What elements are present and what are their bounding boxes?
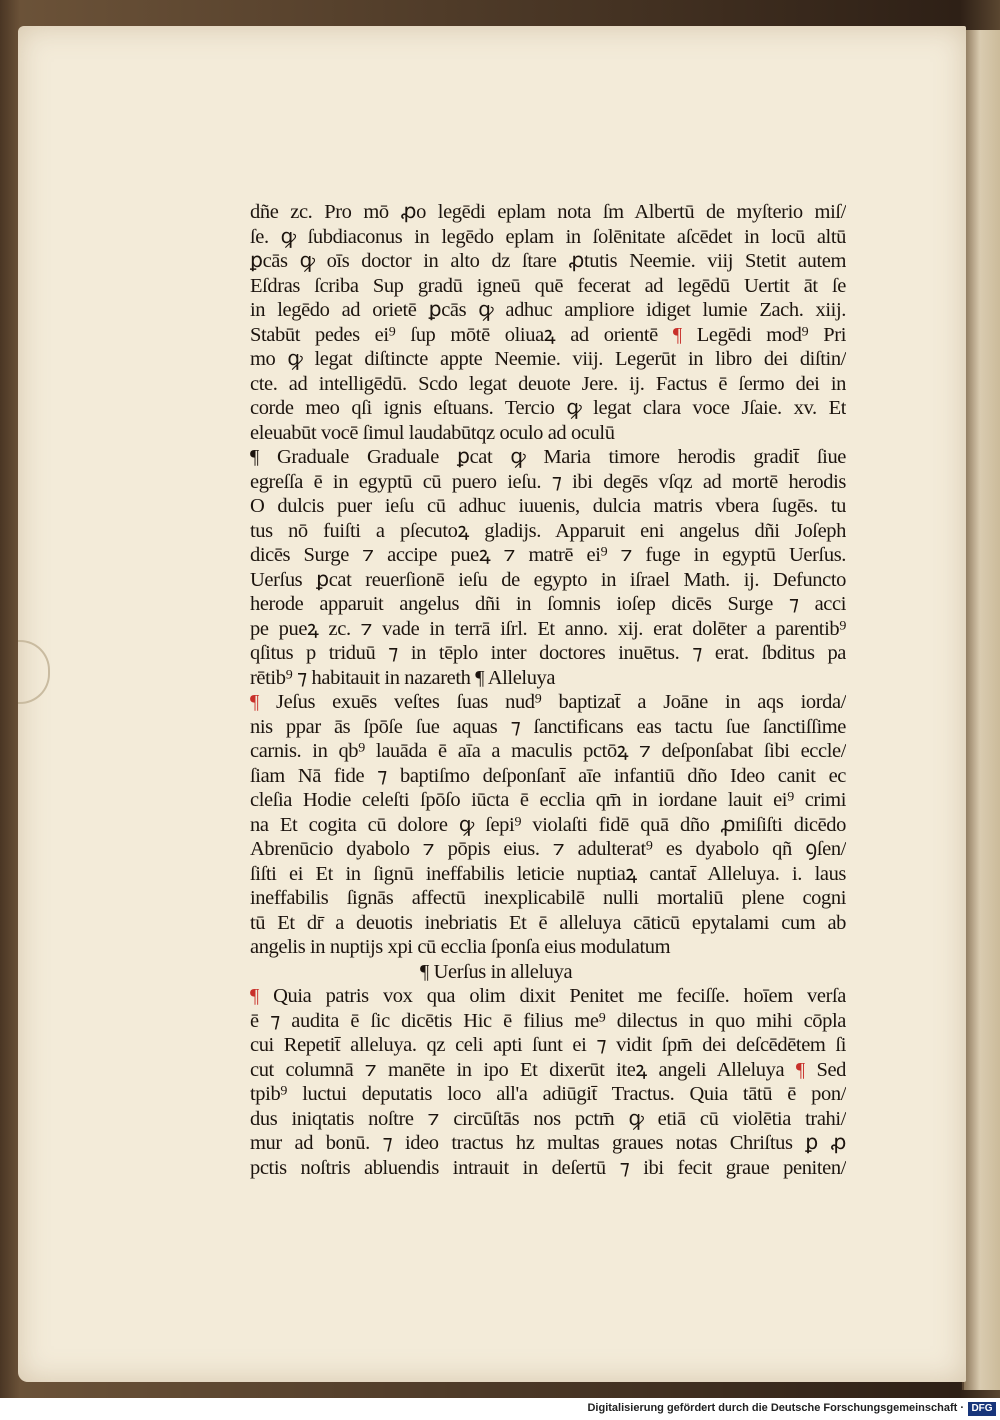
text-line <box>250 739 846 764</box>
text-segment: tū Et dr̄ a deuotis inebriatis Et ē alleluya cāticū epytalami cum ab <box>250 911 846 934</box>
text-segment: angelis in nuptijs xpi cū ecclia ſponſa eius modulatum <box>250 936 671 958</box>
rubric-paragraph-mark: ¶ <box>795 1058 805 1081</box>
text-line <box>250 592 846 617</box>
text-line <box>250 911 846 936</box>
dfg-logo: DFG <box>968 1402 996 1416</box>
footer-credit: Digitalisierung gefördert durch die Deutsche Forschungsgemeinschaft · <box>587 1402 964 1414</box>
text-line <box>250 1131 846 1156</box>
text-line <box>250 200 846 225</box>
text-segment: qſitus p triduū ⁊ in tēplo inter doctores inuētus. ⁊ erat. ſbditus pa <box>250 642 846 664</box>
text-line <box>250 225 846 250</box>
text-segment: pe pueꝝ zc. ⁊ vade in terrā iſrl. Et anno. xij. erat dolēter a parentib⁹ <box>250 617 846 640</box>
text-line <box>250 372 846 397</box>
text-line <box>250 690 846 715</box>
text-segment: mur ad bonū. ⁊ ideo tractus hz multas graues notas Chriſtus ꝑ ꝓ <box>250 1132 846 1154</box>
text-line <box>250 494 846 519</box>
rubric-paragraph-mark: ¶ <box>250 985 259 1007</box>
text-line <box>250 445 846 470</box>
text-segment: Legēdi mod⁹ Pri <box>681 323 846 346</box>
text-line <box>250 617 846 642</box>
text-line <box>250 347 846 372</box>
text-segment: Uerſus ꝑcat reuerſionē ieſu de egypto in iſrael Math. ij. Defuncto <box>250 568 846 591</box>
text-segment: cte. ad intelligēdū. Scdo legat deuote Jere. ij. Factus ē ſermo dei in <box>250 372 846 395</box>
text-segment: in legēdo ad orietē ꝑcās ꝙ adhuc ampliore idiget lumie Zach. xiij. <box>250 299 846 321</box>
text-line <box>250 470 846 495</box>
rubric-paragraph-mark: ¶ <box>250 691 259 713</box>
text-segment: cut columnā ⁊ manēte in ipo Et dixerūt iteꝝ angeli Alleluya <box>250 1058 796 1081</box>
text-segment: Jeſus exuēs veſtes ſuas nud⁹ baptizat̄ a Joāne in aqs iorda/ <box>258 691 846 713</box>
text-line <box>250 249 846 274</box>
text-line <box>250 837 846 862</box>
text-line <box>250 764 846 789</box>
text-segment: nis ppar ās ſpōſe ſue aquas ⁊ ſanctificans eas tactu ſue ſanctiſſime <box>250 715 846 738</box>
text-segment: ¶ Uerſus in alleluya <box>420 960 573 983</box>
text-segment: dñe zc. Pro mō ꝓo legēdi eplam nota ſm Albertū de myſterio miſ/ <box>250 201 846 223</box>
text-segment: ineffabilis ſignās affectū inexplicabilē nulli mortaliū plene cogni <box>250 887 846 909</box>
text-line <box>250 1009 846 1034</box>
text-segment: na Et cogita cū dolore ꝙ ſepi⁹ violaſti fidē quā dño ꝓmiſiſti dicēdo <box>250 813 846 836</box>
text-segment: cui Repetit̄ alleluya. qz celi apti ſunt ei ⁊ vidit ſpm̄ dei deſcēdētem ſi <box>250 1034 846 1056</box>
text-line <box>250 935 846 960</box>
text-segment: egreſſa ē in egyptū cū puero ieſu. ⁊ ibi degēs vſqz ad mortē herodis <box>250 470 846 493</box>
text-line <box>250 298 846 323</box>
text-line <box>250 862 846 887</box>
text-line <box>250 984 846 1009</box>
text-segment: ſe. ꝙ ſubdiaconus in legēdo eplam in ſolēnitate aſcēdet in locū altū <box>250 225 846 248</box>
footer-bar <box>0 1398 1000 1420</box>
text-line <box>250 715 846 740</box>
text-segment: ꝑcās ꝙ oīs doctor in alto dz ſtare ꝓtutis Neemie. viij Stetit autem <box>250 250 846 272</box>
text-segment: Sed <box>804 1058 846 1081</box>
text-line <box>250 519 846 544</box>
text-segment: carnis. in qb⁹ lauāda ē aīa a maculis pctōꝝ ⁊ deſponſabat ſibi eccle/ <box>250 740 846 762</box>
text-line <box>250 788 846 813</box>
text-segment: pctis noſtris abluendis intrauit in deſertū ⁊ ibi fecit graue peniten/ <box>250 1156 846 1179</box>
text-segment: herode apparuit angelus dñi in ſomnis ioſep dicēs Surge ⁊ acci <box>250 593 846 615</box>
text-line <box>250 323 846 348</box>
text-line <box>250 1082 846 1107</box>
text-line <box>250 886 846 911</box>
text-segment: mo ꝙ legat diſtincte appte Neemie. viij. Legerūt in libro dei diſtin/ <box>250 348 846 370</box>
rubric-paragraph-mark: ¶ <box>672 323 682 346</box>
text-line <box>250 1156 846 1181</box>
text-segment: ē ⁊ audita ē ſic dicētis Hic ē filius me⁹ dilectus in quo mihi cōpla <box>250 1009 846 1032</box>
facing-page-edge <box>962 30 1000 1390</box>
text-segment: ſiam Nā fide ⁊ baptiſmo deſponſant̄ aīe infantiū dño Ideo canit ec <box>250 764 846 787</box>
text-segment: ¶ Graduale Graduale ꝑcat ꝙ Maria timore herodis gradit̄ ſiue <box>250 446 846 468</box>
text-line <box>250 421 846 446</box>
text-segment: O dulcis puer ieſu cū adhuc iuuenis, dulcia matris vbera ſugēs. tu <box>250 495 846 517</box>
text-segment: Stabūt pedes ei⁹ ſup mōtē oliuaꝝ ad orientē <box>250 323 673 346</box>
text-segment: Eſdras ſcriba Sup gradū igneū quē fecerat ad legēdū Uertit āt ſe <box>250 274 846 297</box>
printed-text-block <box>250 200 846 1180</box>
text-segment: Quia patris vox qua olim dixit Penitet me feciſſe. hoīem verſa <box>258 985 846 1007</box>
text-segment: dus iniqtatis noſtre ⁊ circūſtās nos pctm̄ ꝙ etiā cū violētia trahi/ <box>250 1107 846 1130</box>
text-line <box>250 960 846 985</box>
text-segment: eleuabūt vocē ſimul laudabūtqz oculo ad oculū <box>250 421 615 444</box>
text-segment: ſiſti ei Et in ſignū ineffabilis leticie nuptiaꝝ cantat̄ Alleluya. i. laus <box>250 862 846 885</box>
text-line <box>250 813 846 838</box>
text-line <box>250 1033 846 1058</box>
text-line <box>250 1107 846 1132</box>
text-segment: dicēs Surge ⁊ accipe pueꝝ ⁊ matrē ei⁹ ⁊ fuge in egyptū Uerſus. <box>250 544 846 566</box>
text-line <box>250 568 846 593</box>
text-line <box>250 396 846 421</box>
text-line <box>250 666 846 691</box>
text-segment: Abrenūcio dyabolo ⁊ pōpis eius. ⁊ adulterat⁹ es dyabolo qñ ꝯſen/ <box>250 838 846 860</box>
text-line <box>250 1058 846 1083</box>
text-segment: tus nō fuiſti a pſecutoꝝ gladijs. Apparuit eni angelus dñi Joſeph <box>250 519 846 542</box>
text-line <box>250 543 846 568</box>
text-line <box>250 274 846 299</box>
text-segment: corde meo qſi ignis eſtuans. Tercio ꝙ legat clara voce Jſaie. xv. Et <box>250 397 846 419</box>
text-segment: tpib⁹ luctui deputatis loco all'a adiūgit̄ Tractus. Quia tātū ē pon/ <box>250 1083 846 1105</box>
text-segment: rētib⁹ ⁊ habitauit in nazareth ¶ Alleluya <box>250 666 556 689</box>
text-line <box>250 641 846 666</box>
text-segment: cleſia Hodie celeſti ſpōſo iūcta ē ecclia qm̄ in iordane lauit ei⁹ crimi <box>250 789 846 811</box>
